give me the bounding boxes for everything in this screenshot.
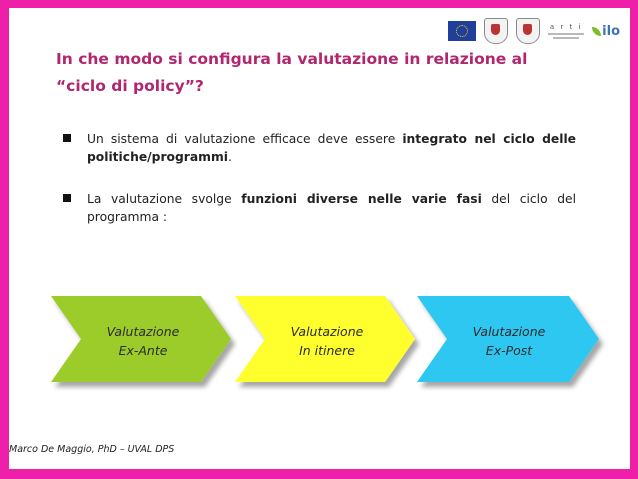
bullet-item: Un sistema di valutazione efficace deve essere integrato nel ciclo delle politiche/programmi. xyxy=(61,130,576,166)
phase-label-ex-post: Valutazione Ex-Post xyxy=(472,324,546,358)
arti-logo-icon: a r t i xyxy=(548,23,584,39)
policy-cycle-flow xyxy=(51,296,609,386)
phase-label-in-itinere: Valutazione In itinere xyxy=(290,324,364,358)
title-line-2: “ciclo di policy”? xyxy=(56,77,204,95)
slide xyxy=(9,8,630,469)
footer-author: Marco De Maggio, PhD – UVAL DPS xyxy=(9,444,175,455)
bullet-list xyxy=(61,130,576,250)
phase-label-ex-ante: Valutazione Ex-Ante xyxy=(106,324,180,358)
bullet-square-icon xyxy=(63,134,71,142)
bullet-square-icon xyxy=(63,194,71,202)
slide-title xyxy=(56,46,556,100)
logo-strip xyxy=(448,18,620,44)
eu-flag-icon xyxy=(448,21,476,41)
ministry-crest-icon xyxy=(484,18,508,44)
ilo-logo-icon: ilo xyxy=(592,24,620,39)
title-line-1: In che modo si configura la valutazione in relazione al xyxy=(56,50,528,68)
region-crest-icon xyxy=(516,18,540,44)
bullet-item: La valutazione svolge funzioni diverse nelle varie fasi del ciclo del programma : xyxy=(61,190,576,226)
